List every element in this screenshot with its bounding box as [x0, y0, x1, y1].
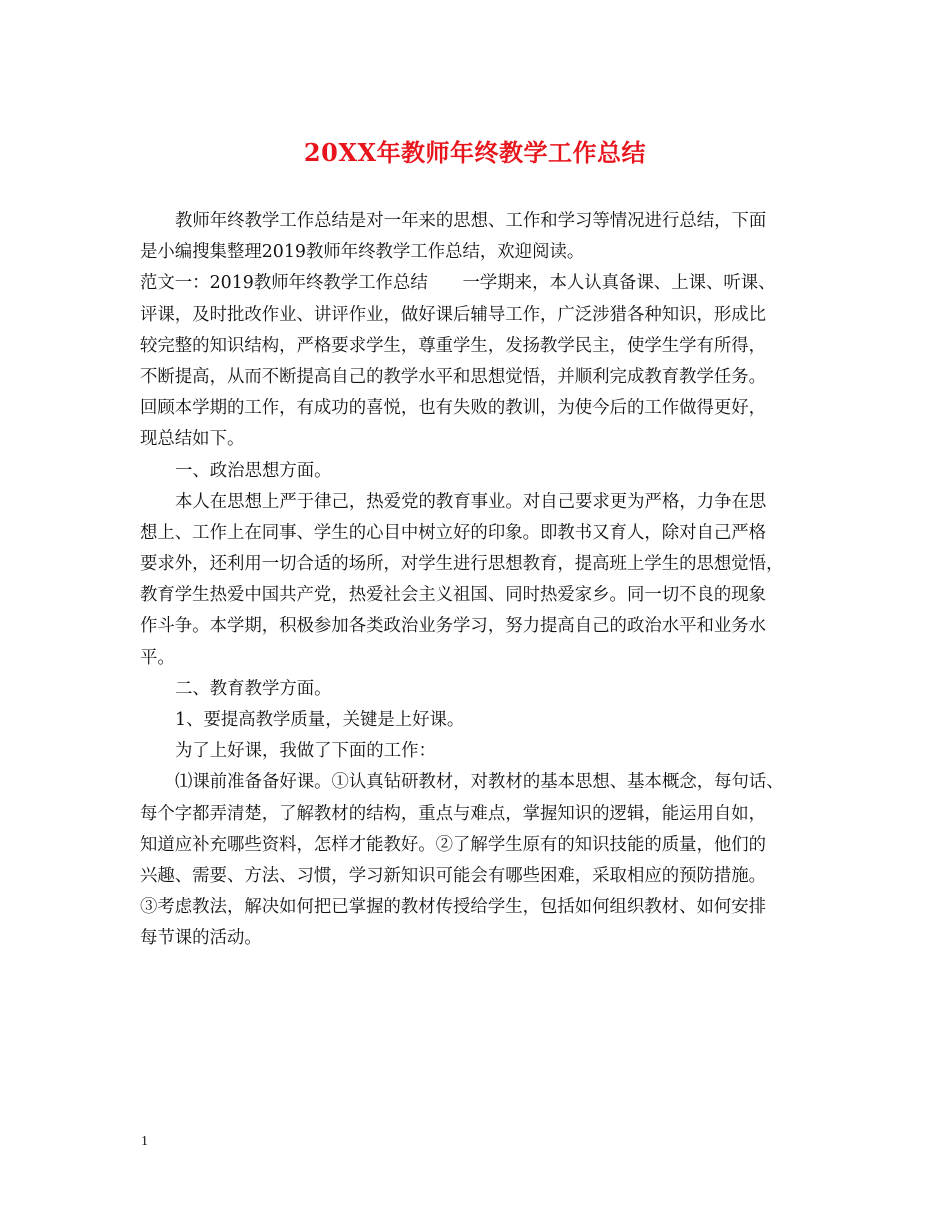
- subsection-heading: 1、要提高教学质量，关键是上好课。: [175, 710, 465, 730]
- text-line: 回顾本学期的工作，有成功的喜悦，也有失败的教训，为使今后的工作做得更好，: [140, 398, 767, 419]
- page-number: 1: [141, 1134, 148, 1149]
- text-line: 为了上好课，我做了下面的工作：: [175, 741, 436, 762]
- text-line: 作斗争。本学期，积极参加各类政治业务学习，努力提高自己的政治水平和业务水: [140, 616, 767, 637]
- text-line: 本人在思想上严于律己，热爱党的教育事业。对自己要求更为严格，力争在思: [175, 491, 767, 512]
- text-line: 要求外，还利用一切合适的场所，对学生进行思想教育，提高班上学生的思想觉悟，: [140, 554, 784, 575]
- text-line: 每个字都弄清楚，了解教材的结构，重点与难点，掌握知识的逻辑，能运用自如，: [140, 803, 767, 824]
- text-line: 教育学生热爱中国共产党，热爱社会主义祖国、同时热爱家乡。同一切不良的现象: [140, 585, 767, 606]
- text-line: ③考虑教法，解决如何把已掌握的教材传授给学生，包括如何组织教材、如何安排: [140, 897, 767, 918]
- text-line: 较完整的知识结构，严格要求学生，尊重学生，发扬教学民主，使学生学有所得，: [140, 335, 767, 356]
- text-line: ⑴课前准备备好课。①认真钻研教材，对教材的基本思想、基本概念，每句话、: [175, 772, 784, 793]
- text-line: 每节课的活动。: [140, 928, 262, 949]
- document-body: [140, 206, 812, 955]
- text-line: 兴趣、需要、方法、习惯，学习新知识可能会有哪些困难，采取相应的预防措施。: [140, 865, 767, 886]
- text-line: 平。: [140, 647, 175, 668]
- text-line: 范文一：2019教师年终教学工作总结 一学期来，本人认真备课、上课、听课、: [140, 273, 776, 294]
- text-line: 想上、工作上在同事、学生的心目中树立好的印象。即教书又育人，除对自己严格: [140, 522, 767, 543]
- document-title: 20XX年教师年终教学工作总结: [303, 138, 647, 167]
- text-line: 不断提高，从而不断提高自己的教学水平和思想觉悟，并顺利完成教育教学任务。: [140, 366, 767, 387]
- text-line: 现总结如下。: [140, 429, 245, 450]
- text-line: 教师年终教学工作总结是对一年来的思想、工作和学习等情况进行总结，下面: [175, 211, 767, 231]
- text-line: 是小编搜集整理2019教师年终教学工作总结，欢迎阅读。: [140, 242, 585, 263]
- section-heading: 二、教育教学方面。: [175, 678, 332, 699]
- text-line: 评课，及时批改作业、讲评作业，做好课后辅导工作，广泛涉猎各种知识，形成比: [140, 304, 767, 325]
- section-heading: 一、政治思想方面。: [175, 460, 332, 481]
- text-line: 知道应补充哪些资料，怎样才能教好。②了解学生原有的知识技能的质量，他们的: [140, 834, 767, 855]
